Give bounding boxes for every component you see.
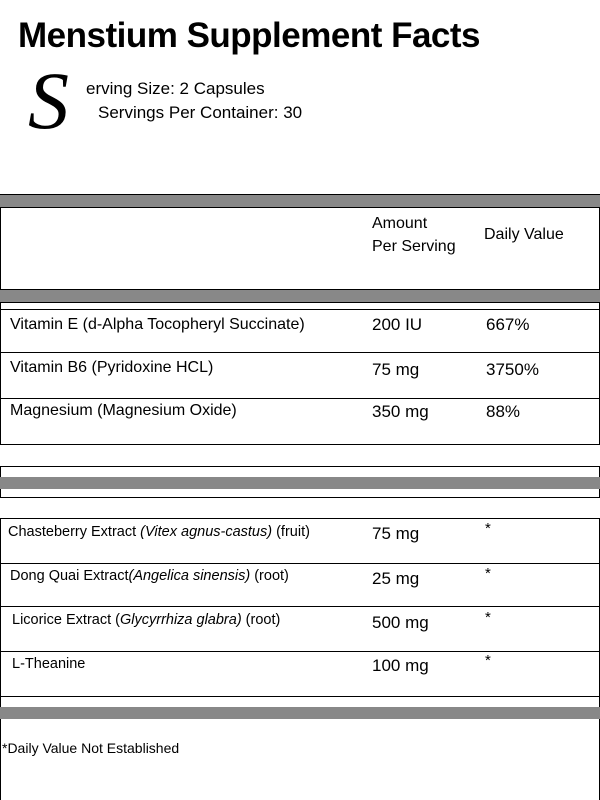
rule xyxy=(0,302,600,303)
extract-name xyxy=(8,524,310,540)
extract-daily-value: * xyxy=(485,565,491,582)
servings-per-container: Servings Per Container: 30 xyxy=(98,103,303,122)
extract-name xyxy=(10,568,289,584)
col-amount-line2: Per Serving xyxy=(372,238,456,255)
rule xyxy=(0,207,600,208)
extract-daily-value: * xyxy=(485,609,491,626)
section-bottom-rule xyxy=(0,444,600,445)
vitamin-daily-value: 3750% xyxy=(486,360,539,379)
vitamin-daily-value: 667% xyxy=(486,315,530,334)
frame-left-upper xyxy=(0,195,1,445)
vitamin-amount: 200 IU xyxy=(372,315,423,334)
extract-name xyxy=(12,612,280,628)
extract-latin-name: (Angelica sinensis) xyxy=(128,568,251,584)
extract-daily-value: * xyxy=(485,520,491,537)
rule xyxy=(0,497,600,498)
divider-band xyxy=(0,290,600,302)
footnote: *Daily Value Not Established xyxy=(2,740,180,756)
extract-name xyxy=(12,656,85,672)
col-daily-value-header: Daily Value xyxy=(484,226,564,243)
row-divider xyxy=(0,398,600,399)
divider-band xyxy=(0,195,600,207)
extract-amount: 100 mg xyxy=(372,656,429,675)
extract-name-text: Dong Quai Extract xyxy=(10,568,129,584)
vitamin-daily-value: 88% xyxy=(486,402,521,421)
row-divider xyxy=(0,352,600,353)
vitamin-name: Vitamin E (d-Alpha Tocopheryl Succinate) xyxy=(10,316,305,333)
extract-name-text: L-Theanine xyxy=(12,656,86,672)
extract-daily-value: * xyxy=(485,652,491,669)
vitamin-amount: 350 mg xyxy=(372,402,429,421)
extract-part: (fruit) xyxy=(272,524,310,540)
row-divider xyxy=(0,651,600,652)
extract-part: (root) xyxy=(241,612,281,628)
extract-amount: 25 mg xyxy=(372,569,420,588)
divider-band xyxy=(0,707,600,719)
rule xyxy=(0,309,600,310)
vitamin-name: Magnesium (Magnesium Oxide) xyxy=(10,402,237,419)
row-divider xyxy=(0,606,600,607)
vitamin-name: Vitamin B6 (Pyridoxine HCL) xyxy=(10,359,214,376)
col-amount-line1: Amount xyxy=(372,215,428,232)
extract-name-text: Licorice Extract ( xyxy=(12,612,120,628)
rule xyxy=(0,518,600,519)
row-divider xyxy=(0,563,600,564)
rule xyxy=(0,696,600,697)
extract-name-text: Chasteberry Extract xyxy=(8,524,141,540)
page-title: Menstium Supplement Facts xyxy=(18,16,481,55)
extract-latin-name: (Vitex agnus-castus) xyxy=(140,524,273,540)
serving-size: erving Size: 2 Capsules xyxy=(86,79,265,98)
col-amount-header xyxy=(372,212,456,258)
extract-part: (root) xyxy=(250,568,289,584)
vitamin-amount: 75 mg xyxy=(372,360,420,379)
divider-band xyxy=(0,477,600,489)
extract-amount: 500 mg xyxy=(372,613,429,632)
extract-latin-name: Glycyrrhiza glabra) xyxy=(119,612,242,628)
rule xyxy=(0,466,600,467)
frame-left-lower xyxy=(0,518,1,800)
serving-drop-cap: S xyxy=(28,55,69,146)
extract-amount: 75 mg xyxy=(372,524,420,543)
